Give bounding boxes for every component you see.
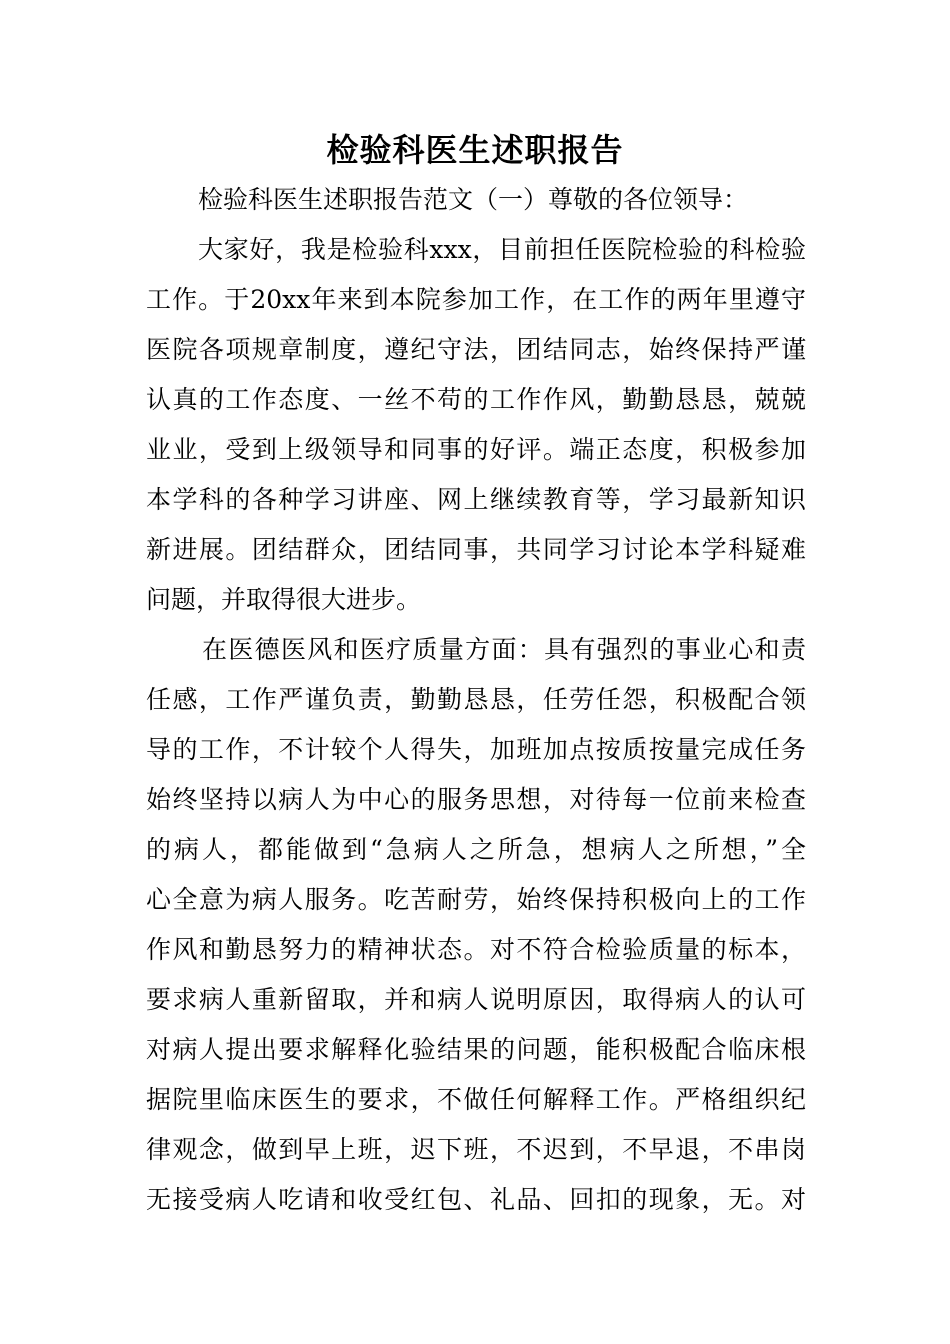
paragraph-line: 导的工作，不计较个人得失，加班加点按质按量完成任务 [146, 735, 806, 764]
paragraph-line: 检验科医生述职报告范文（一）尊敬的各位领导： [198, 185, 749, 214]
paragraph-line: 业业，受到上级领导和同事的好评。端正态度，积极参加 [146, 435, 806, 464]
paragraph-line: 问题，并取得很大进步。 [146, 585, 422, 614]
paragraph-line: 认真的工作态度、一丝不苟的工作作风，勤勤恳恳，兢兢 [146, 385, 806, 414]
paragraph-line: 始终坚持以病人为中心的服务思想，对待每一位前来检查 [146, 785, 806, 814]
paragraph-line: 的病人，都能做到“急病人之所急，想病人之所想，”全 [146, 835, 806, 864]
paragraph-line: 对病人提出要求解释化验结果的问题，能积极配合临床根 [146, 1035, 806, 1064]
document-title: 检验科医生述职报告 [326, 131, 624, 169]
paragraph-line: 新进展。团结群众，团结同事，共同学习讨论本学科疑难 [146, 535, 806, 564]
paragraph-line: 本学科的各种学习讲座、网上继续教育等，学习最新知识 [146, 485, 806, 514]
paragraph-line: 心全意为病人服务。吃苦耐劳，始终保持积极向上的工作 [146, 885, 806, 914]
paragraph-line: 律观念，做到早上班，迟下班，不迟到，不早退，不串岗 [146, 1135, 806, 1164]
paragraph-line: 要求病人重新留取，并和病人说明原因，取得病人的认可 [146, 985, 806, 1014]
paragraph-line: 工作。于20xx年来到本院参加工作，在工作的两年里遵守 [146, 285, 806, 314]
paragraph-line: 据院里临床医生的要求，不做任何解释工作。严格组织纪 [146, 1085, 806, 1114]
paragraph-line: 任感，工作严谨负责，勤勤恳恳，任劳任怨，积极配合领 [146, 685, 806, 714]
paragraph-line: 大家好，我是检验科xxx，目前担任医院检验的科检验 [198, 235, 806, 264]
paragraph-line: 医院各项规章制度，遵纪守法，团结同志，始终保持严谨 [146, 335, 806, 364]
paragraph-line: 作风和勤恳努力的精神状态。对不符合检验质量的标本， [146, 935, 806, 964]
paragraph-line: 无接受病人吃请和收受红包、礼品、回扣的现象，无。对 [146, 1185, 806, 1214]
paragraph-line: 在医德医风和医疗质量方面：具有强烈的事业心和责 [202, 635, 806, 664]
